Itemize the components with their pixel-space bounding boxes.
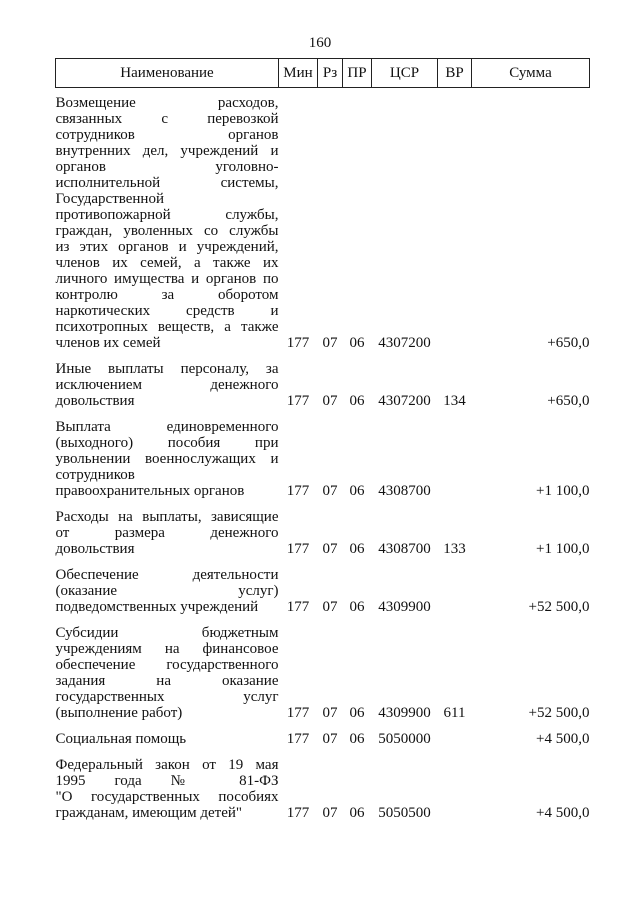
row-name-line: Возмещение расходов, <box>55 95 279 111</box>
row-name-line: (выполнение работ) <box>55 705 183 721</box>
row-pr: 06 <box>349 705 365 721</box>
row-name <box>56 499 279 557</box>
row-name-line: психотропных веществ, а также <box>55 319 279 335</box>
row-name-line: исполнительной системы, <box>55 175 279 191</box>
header-rz: Рз <box>318 59 343 88</box>
row-min: 177 <box>286 335 310 351</box>
row-pr: 06 <box>349 393 365 409</box>
row-name-line: внутренних дел, учреждений и <box>55 143 279 159</box>
row-csr: 4309900 <box>378 599 431 615</box>
row-name <box>56 721 279 747</box>
row-vr: 133 <box>443 541 466 557</box>
row-name-line: довольствия <box>55 393 135 409</box>
row-name-line: членов их семей <box>55 335 161 351</box>
row-pr: 06 <box>349 731 365 747</box>
row-name-line: сотрудников <box>55 467 135 483</box>
row-name-line: подведомственных учреждений <box>55 599 259 615</box>
row-name <box>56 615 279 721</box>
row-sum: +52 500,0 <box>528 599 590 615</box>
row-name-line: граждан, уволенных со службы <box>55 223 279 239</box>
table-row <box>56 747 590 821</box>
row-name <box>56 557 279 615</box>
budget-table <box>55 58 590 821</box>
row-pr: 06 <box>349 483 365 499</box>
row-name-line: Государственной <box>55 191 164 207</box>
row-name-line: 1995 года № 81-ФЗ <box>55 773 279 789</box>
row-sum: +650,0 <box>547 393 590 409</box>
row-csr: 4307200 <box>378 335 431 351</box>
row-pr: 06 <box>349 541 365 557</box>
row-sum: +52 500,0 <box>528 705 590 721</box>
row-name <box>56 88 279 352</box>
header-vr: ВР <box>438 59 472 88</box>
row-rz: 07 <box>322 599 338 615</box>
row-csr: 4308700 <box>378 541 431 557</box>
row-name-line: задания на оказание <box>55 673 279 689</box>
row-min: 177 <box>286 805 310 821</box>
row-min: 177 <box>286 731 310 747</box>
row-sum: +1 100,0 <box>536 483 590 499</box>
row-sum: +4 500,0 <box>536 805 590 821</box>
row-name-line: от размера денежного <box>55 525 279 541</box>
row-name-line: (оказание услуг) <box>55 583 279 599</box>
row-name-line: правоохранительных органов <box>55 483 245 499</box>
row-vr <box>438 721 472 747</box>
row-name-line: наркотических средств и <box>55 303 279 319</box>
row-vr: 611 <box>443 705 466 721</box>
header-csr: ЦСР <box>372 59 438 88</box>
row-csr: 4309900 <box>378 705 431 721</box>
row-name-line: Иные выплаты персоналу, за <box>55 361 279 377</box>
row-name-line: довольствия <box>55 541 135 557</box>
row-sum: +1 100,0 <box>536 541 590 557</box>
table-row <box>56 615 590 721</box>
row-sum: +4 500,0 <box>536 731 590 747</box>
header-name: Наименование <box>56 59 279 88</box>
row-pr: 06 <box>349 335 365 351</box>
row-rz: 07 <box>322 705 338 721</box>
page-number: 160 <box>308 35 332 51</box>
row-min: 177 <box>286 705 310 721</box>
table-row <box>56 351 590 409</box>
row-name-line: государственных услуг <box>55 689 279 705</box>
row-rz: 07 <box>322 805 338 821</box>
table-row <box>56 409 590 499</box>
table-row <box>56 88 590 352</box>
table-body <box>56 88 590 822</box>
table-row <box>56 721 590 747</box>
row-min: 177 <box>286 483 310 499</box>
row-name-line: Расходы на выплаты, зависящие <box>55 509 279 525</box>
row-name-line: увольнении военнослужащих и <box>55 451 279 467</box>
row-name-line: Социальная помощь <box>55 731 187 747</box>
row-rz: 07 <box>322 541 338 557</box>
row-vr <box>438 747 472 821</box>
row-name <box>56 747 279 821</box>
row-vr: 134 <box>443 393 466 409</box>
row-csr: 5050000 <box>378 731 431 747</box>
row-name-line: (выходного) пособия при <box>55 435 279 451</box>
row-name <box>56 351 279 409</box>
row-name-line: противопожарной службы, <box>55 207 279 223</box>
row-name-line: исключением денежного <box>55 377 279 393</box>
row-name <box>56 409 279 499</box>
row-rz: 07 <box>322 483 338 499</box>
row-name-line: из этих органов и учреждений, <box>55 239 279 255</box>
row-name-line: личного имущества и органов по <box>55 271 279 287</box>
row-name-line: контролю за оборотом <box>55 287 279 303</box>
row-min: 177 <box>286 541 310 557</box>
row-name-line: Выплата единовременного <box>55 419 279 435</box>
table-row <box>56 499 590 557</box>
row-rz: 07 <box>322 731 338 747</box>
row-vr <box>438 557 472 615</box>
row-csr: 5050500 <box>378 805 431 821</box>
row-name-line: Субсидии бюджетным <box>55 625 279 641</box>
row-name-line: обеспечение государственного <box>55 657 279 673</box>
row-sum: +650,0 <box>547 335 590 351</box>
row-name-line: "О государственных пособиях <box>55 789 279 805</box>
row-name-line: Обеспечение деятельности <box>55 567 279 583</box>
row-name-line: гражданам, имеющим детей" <box>55 805 242 821</box>
row-vr <box>438 88 472 352</box>
row-name-line: сотрудников органов <box>55 127 279 143</box>
row-name-line: членов их семей, а также их <box>55 255 279 271</box>
row-rz: 07 <box>322 393 338 409</box>
row-csr: 4308700 <box>378 483 431 499</box>
table-header-row <box>56 59 590 88</box>
row-name-line: Федеральный закон от 19 мая <box>55 757 279 773</box>
header-pr: ПР <box>343 59 372 88</box>
row-pr: 06 <box>349 599 365 615</box>
row-name-line: связанных с перевозкой <box>55 111 279 127</box>
row-rz: 07 <box>322 335 338 351</box>
row-name-line: учреждениям на финансовое <box>55 641 279 657</box>
table-row <box>56 557 590 615</box>
row-vr <box>438 409 472 499</box>
row-name-line: органов уголовно- <box>55 159 279 175</box>
row-min: 177 <box>286 393 310 409</box>
row-csr: 4307200 <box>378 393 431 409</box>
row-pr: 06 <box>349 805 365 821</box>
row-min: 177 <box>286 599 310 615</box>
header-min: Мин <box>279 59 318 88</box>
header-sum: Сумма <box>472 59 590 88</box>
